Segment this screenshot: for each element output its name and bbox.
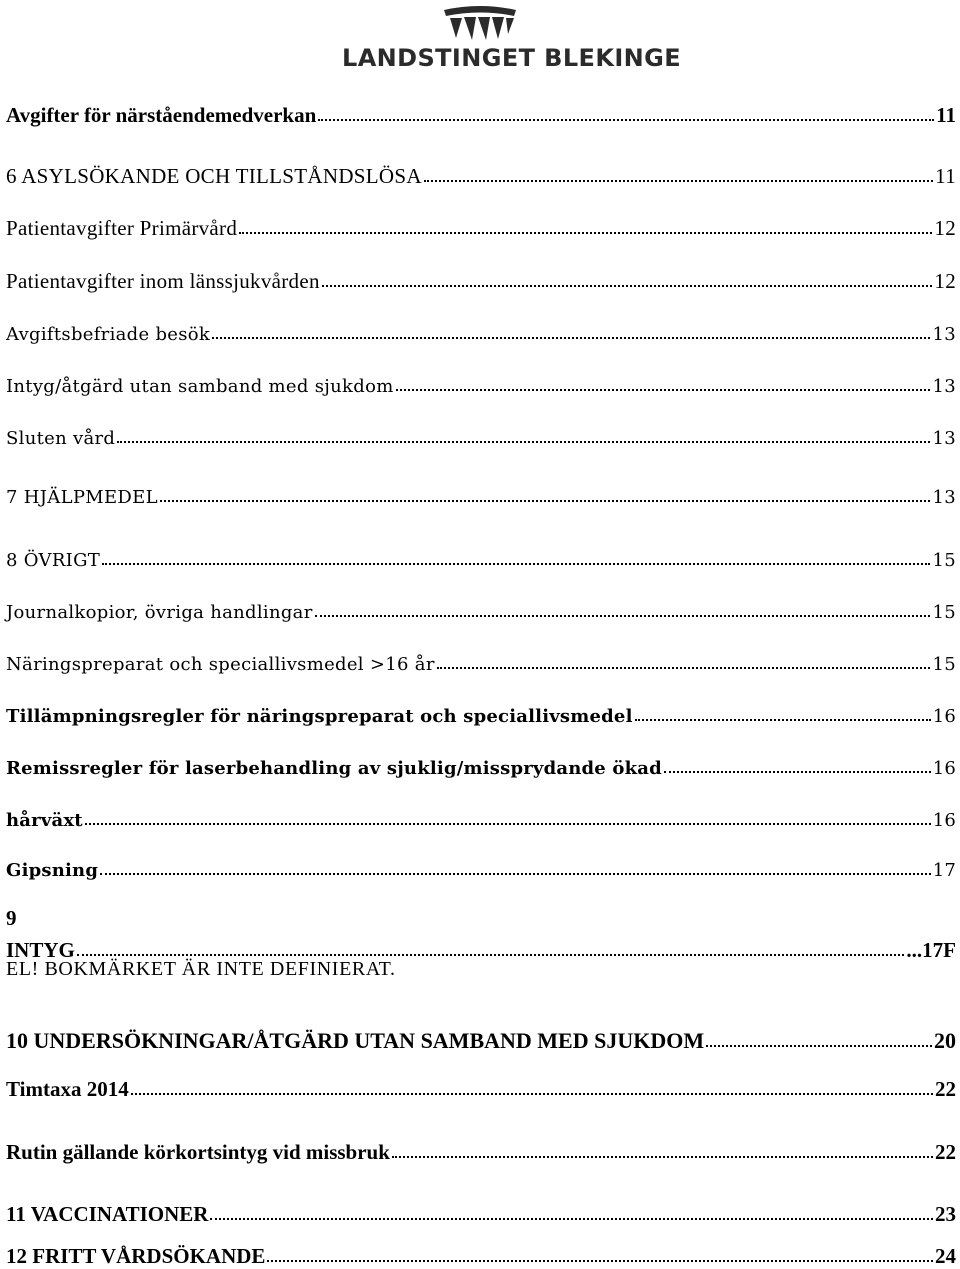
toc-entry[interactable] — [6, 927, 956, 961]
toc-entry[interactable] — [6, 1129, 956, 1163]
toc-entry-title: Gipsning — [6, 860, 99, 881]
toc-entry[interactable] — [6, 1191, 956, 1225]
toc-entry-title: Timtaxa 2014 — [6, 1077, 129, 1101]
toc-entry-title: Avgiftsbefriade besök — [6, 324, 211, 345]
leader-dots — [77, 954, 905, 956]
toc-entry[interactable] — [6, 1233, 956, 1267]
toc-entry-page: 11 — [935, 164, 956, 188]
toc-entry-page: 16 — [932, 810, 956, 831]
toc-entry[interactable] — [6, 1066, 956, 1100]
toc-entry-page: 12 — [934, 216, 956, 240]
toc-entry-title: Intyg/åtgärd utan samband med sjukdom — [6, 376, 394, 397]
toc-entry-page: 22 — [935, 1140, 956, 1164]
toc-entry-page: 13 — [932, 324, 956, 345]
landstinget-logo-icon — [440, 4, 520, 44]
leader-dots — [117, 441, 930, 443]
toc-entry-page: 13 — [932, 428, 956, 449]
toc-entry-title: Rutin gällande körkortsintyg vid missbruk — [6, 1140, 390, 1164]
toc-entry-title: 10 UNDERSÖKNINGAR/ÅTGÄRD UTAN SAMBAND MED SJUKDOM — [6, 1028, 705, 1053]
toc-entry-page: 17 — [932, 860, 956, 881]
toc-entry[interactable] — [6, 310, 956, 344]
toc-entry-title: Patientavgifter Primärvård — [6, 216, 238, 240]
leader-dots — [239, 232, 932, 234]
toc-entry-page: 15 — [932, 602, 956, 623]
bookmark-error-text: EL! BOKMÄRKET ÄR INTE DEFINIERAT. — [6, 958, 396, 980]
toc-entry[interactable] — [6, 744, 956, 778]
toc-entry-title: 7 HJÄLPMEDEL — [6, 487, 158, 508]
toc-entry-page: 13 — [932, 487, 956, 508]
toc-entry-page: 23 — [935, 1202, 956, 1226]
toc-entry-title: Avgifter för närståendemedverkan — [6, 103, 317, 127]
toc-entry-title: 11 VACCINATIONER — [6, 1202, 209, 1226]
leader-dots — [131, 1093, 933, 1095]
toc-entry-page: ...17F — [906, 938, 956, 962]
toc-entry[interactable] — [6, 1018, 956, 1052]
toc-entry-page: 24 — [935, 1244, 956, 1268]
logo-text: LANDSTINGET BLEKINGE — [342, 44, 682, 72]
leader-dots — [437, 667, 931, 669]
toc-entry[interactable] — [6, 473, 956, 507]
toc-entry-title: 6 ASYLSÖKANDE OCH TILLSTÅNDSLÖSA — [6, 164, 422, 188]
toc-entry-title: Patientavgifter inom länssjukvården — [6, 269, 320, 293]
leader-dots — [706, 1045, 932, 1047]
leader-dots — [102, 563, 930, 565]
leader-dots — [212, 337, 930, 339]
toc-entry-title: 8 ÖVRIGT — [6, 550, 101, 571]
intyg-section-number: 9 — [6, 906, 17, 930]
toc-entry-title: INTYG — [6, 938, 75, 962]
toc-entry-page: 15 — [932, 550, 956, 571]
toc-entry[interactable] — [6, 846, 956, 880]
leader-dots — [396, 389, 931, 391]
leader-dots — [267, 1260, 933, 1262]
toc-entry-title: Sluten vård — [6, 428, 116, 449]
leader-dots — [210, 1218, 933, 1220]
toc-entry[interactable] — [6, 414, 956, 448]
leader-dots — [424, 180, 933, 182]
toc-entry-title: Remissregler för laserbehandling av sjuklig/missprydande ökad — [6, 758, 662, 779]
toc-entry-page: 11 — [936, 103, 956, 127]
toc-entry[interactable] — [6, 692, 956, 726]
toc-entry-page: 12 — [934, 269, 956, 293]
toc-entry-title: Näringspreparat och speciallivsmedel >16 år — [6, 654, 435, 675]
toc-entry[interactable] — [6, 588, 956, 622]
toc-entry[interactable] — [6, 153, 956, 187]
leader-dots — [392, 1156, 933, 1158]
leader-dots — [85, 823, 931, 825]
leader-dots — [160, 500, 931, 502]
leader-dots — [664, 771, 931, 773]
toc-entry[interactable] — [6, 92, 956, 126]
toc-entry[interactable] — [6, 205, 956, 239]
toc-entry-page: 16 — [932, 758, 956, 779]
toc-entry[interactable] — [6, 640, 956, 674]
leader-dots — [635, 719, 931, 721]
leader-dots — [318, 119, 934, 121]
toc-entry-page: 15 — [932, 654, 956, 675]
toc-entry-title: Tillämpningsregler för näringspreparat och speciallivsmedel — [6, 706, 633, 727]
page-header — [0, 0, 960, 80]
toc-entry[interactable] — [6, 796, 956, 830]
toc-entry[interactable] — [6, 258, 956, 292]
toc-entry-page: 20 — [934, 1028, 956, 1053]
toc-entry[interactable] — [6, 362, 956, 396]
toc-entry[interactable] — [6, 536, 956, 570]
leader-dots — [322, 285, 933, 287]
toc-entry-title: Journalkopior, övriga handlingar — [6, 602, 313, 623]
toc-entry-page: 13 — [932, 376, 956, 397]
toc-entry-title: hårväxt — [6, 810, 83, 831]
toc-entry-page: 16 — [932, 706, 956, 727]
toc-entry-title: 12 FRITT VÅRDSÖKANDE — [6, 1244, 266, 1268]
leader-dots — [315, 615, 931, 617]
toc-entry-page: 22 — [935, 1077, 956, 1101]
leader-dots — [100, 873, 931, 875]
